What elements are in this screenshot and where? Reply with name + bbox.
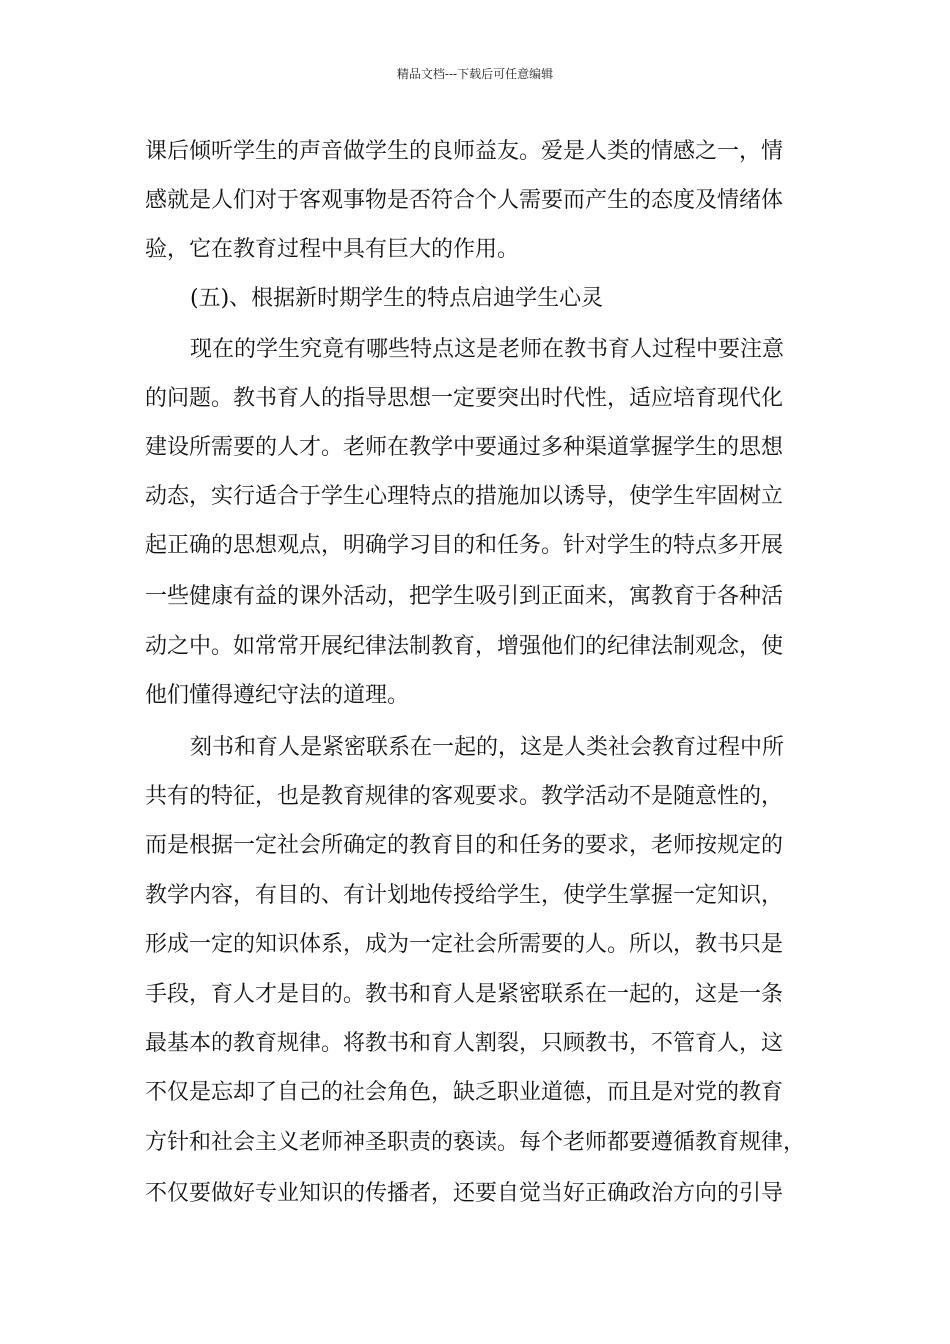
text-line: 动态，实行适合于学生心理特点的措施加以诱导，使学生牢固树立 <box>145 484 784 509</box>
text-line: 教学内容，有目的、有计划地传授给学生，使学生掌握一定知识， <box>145 883 784 908</box>
text-line: 感就是人们对于客观事物是否符合个人需要而产生的态度及情绪体 <box>145 188 784 213</box>
text-line: 的问题。教书育人的指导思想一定要突出时代性，适应培育现代化 <box>145 386 784 411</box>
text-line: 不仅是忘却了自己的社会角色，缺乏职业道德，而且是对党的教育 <box>145 1080 784 1105</box>
text-line: 不仅要做好专业知识的传播者，还要自觉当好正确政治方向的引导 <box>145 1181 784 1206</box>
text-line: 共有的特征，也是教育规律的客观要求。教学活动不是随意性的， <box>145 784 784 809</box>
text-line: 形成一定的知识体系，成为一定社会所需要的人。所以，教书只是 <box>145 932 784 957</box>
text-line: 起正确的思想观点，明确学习目的和任务。针对学生的特点多开展 <box>145 533 784 558</box>
text-line: 方针和社会主义老师神圣职责的亵读。每个老师都要遵循教育规律， <box>145 1130 806 1155</box>
section-heading: (五)、根据新时期学生的特点启迪学生心灵 <box>190 286 604 311</box>
text-line: 一些健康有益的课外活动，把学生吸引到正面来，寓教育于各种活 <box>145 584 784 609</box>
text-line: 课后倾听学生的声音做学生的良师益友。爱是人类的情感之一，情 <box>145 139 784 164</box>
text-line: 动之中。如常常开展纪律法制教育，增强他们的纪律法制观念，使 <box>145 634 784 659</box>
paragraph-first-line: 现在的学生究竟有哪些特点这是老师在教书育人过程中要注意 <box>190 337 785 362</box>
paragraph-first-line: 刻书和育人是紧密联系在一起的，这是人类社会教育过程中所 <box>190 735 785 760</box>
text-line: 手段，育人才是目的。教书和育人是紧密联系在一起的，这是一条 <box>145 982 784 1007</box>
text-line: 验，它在教育过程中具有巨大的作用。 <box>145 237 520 262</box>
text-line: 建设所需要的人才。老师在教学中要通过多种渠道掌握学生的思想 <box>145 435 784 460</box>
text-line: 他们懂得遵纪守法的道理。 <box>145 683 410 708</box>
text-line: 最基本的教育规律。将教书和育人割裂，只顾教书，不管育人，这 <box>145 1031 784 1056</box>
text-line: 而是根据一定社会所确定的教育目的和任务的要求，老师按规定的 <box>145 833 784 858</box>
page-header: 精品文档---下载后可任意编辑 <box>396 67 554 81</box>
